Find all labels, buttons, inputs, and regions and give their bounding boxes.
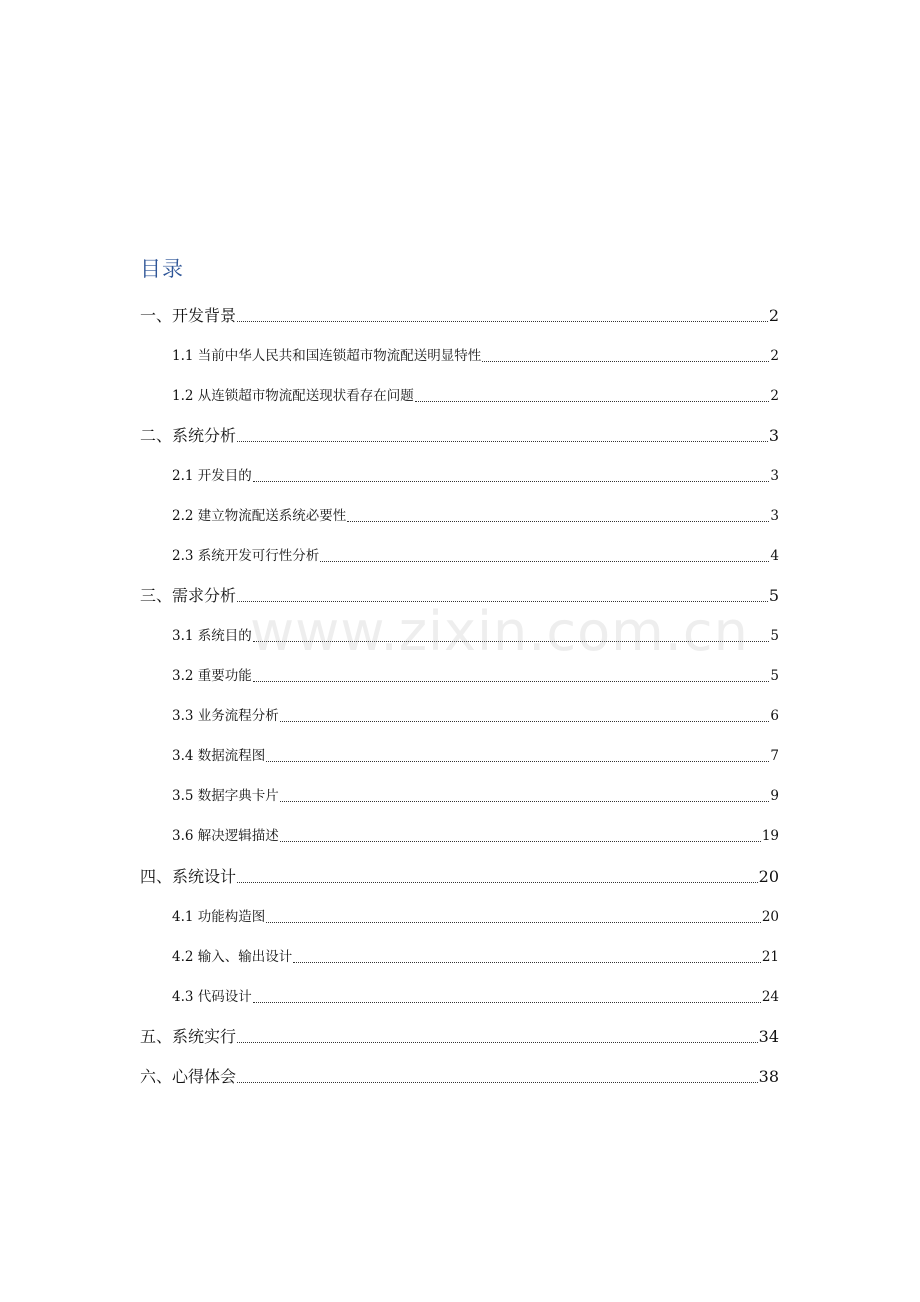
toc-entry-chapter-2[interactable] [140,423,779,447]
toc-dot-leader [237,440,768,442]
toc-entry-section-4-1[interactable] [172,904,779,928]
toc-dot-leader [237,600,768,602]
toc-dot-leader [253,680,770,682]
toc-page-number: 34 [758,1027,779,1046]
toc-entry-label: 2.2 建立物流配送系统必要性 [172,508,347,524]
toc-entry-label: 4.1 功能构造图 [172,909,266,925]
toc-entry-section-3-5[interactable] [172,783,779,807]
toc-dot-leader [237,1041,758,1043]
toc-entry-chapter-3[interactable] [140,583,779,607]
toc-page-number: 6 [770,708,779,724]
toc-entry-section-2-3[interactable] [172,543,779,567]
toc-entry-chapter-4[interactable] [140,864,779,888]
toc-dot-leader [280,720,770,722]
toc-entry-label: 3.1 系统目的 [172,628,252,644]
toc-entry-section-3-6[interactable] [172,823,779,847]
toc-entry-section-3-4[interactable] [172,743,779,767]
toc-dot-leader [482,360,769,362]
toc-entry-label: 三、需求分析 [140,586,237,605]
toc-entry-chapter-5[interactable] [140,1024,779,1048]
toc-dot-leader [253,640,770,642]
toc-dot-leader [237,1081,758,1083]
toc-entry-label: 六、心得体会 [140,1067,237,1086]
toc-page-number: 38 [758,1067,779,1086]
toc-page-number: 2 [770,388,779,404]
toc-dot-leader [293,961,761,963]
toc-dot-leader [280,800,770,802]
toc-entry-section-3-2[interactable] [172,663,779,687]
toc-entry-label: 3.4 数据流程图 [172,748,266,764]
watermark: www.zixin.com.cn [250,600,749,663]
toc-entry-label: 四、系统设计 [140,867,237,886]
toc-page-number: 7 [770,748,779,764]
toc-dot-leader [266,760,769,762]
toc-page-number: 19 [761,828,779,844]
toc-page-number: 4 [770,548,779,564]
toc-page-number: 2 [768,306,779,325]
toc-dot-leader [280,840,761,842]
toc-page-number: 3 [768,426,779,445]
toc-dot-leader [320,560,769,562]
toc-entry-label: 1.1 当前中华人民共和国连锁超市物流配送明显特性 [172,348,482,364]
toc-page-number: 20 [761,909,779,925]
toc-entry-label: 3.2 重要功能 [172,668,252,684]
toc-page-number: 3 [770,508,779,524]
toc-entry-label: 4.2 输入、输出设计 [172,949,293,965]
toc-entry-label: 3.3 业务流程分析 [172,708,279,724]
toc-page-number: 20 [758,867,779,886]
toc-dot-leader [253,480,770,482]
toc-entry-label: 1.2 从连锁超市物流配送现状看存在问题 [172,388,414,404]
toc-entry-section-1-2[interactable] [172,383,779,407]
toc-title: 目录 [140,257,184,281]
toc-entry-section-3-1[interactable] [172,623,779,647]
toc-page-number: 3 [770,468,779,484]
toc-entry-label: 2.1 开发目的 [172,468,252,484]
toc-page-number: 9 [770,788,779,804]
toc-entry-chapter-1[interactable] [140,303,779,327]
toc-entry-label: 五、系统实行 [140,1027,237,1046]
toc-page-number: 21 [761,949,779,965]
toc-entry-label: 4.3 代码设计 [172,989,252,1005]
toc-dot-leader [237,320,768,322]
toc-entry-label: 3.6 解决逻辑描述 [172,828,279,844]
toc-page-number: 5 [770,628,779,644]
toc-page-number: 5 [770,668,779,684]
toc-dot-leader [347,520,769,522]
toc-page-number: 5 [768,586,779,605]
toc-dot-leader [415,400,770,402]
toc-dot-leader [237,881,758,883]
toc-entry-chapter-6[interactable] [140,1064,779,1088]
toc-entry-label: 二、系统分析 [140,426,237,445]
toc-entry-section-2-2[interactable] [172,503,779,527]
toc-page-number: 24 [761,989,779,1005]
toc-dot-leader [266,921,761,923]
toc-entry-label: 一、开发背景 [140,306,237,325]
toc-entry-label: 3.5 数据字典卡片 [172,788,279,804]
toc-entry-section-1-1[interactable] [172,343,779,367]
toc-entry-section-4-2[interactable] [172,944,779,968]
toc-dot-leader [253,1001,761,1003]
toc-entry-section-3-3[interactable] [172,703,779,727]
toc-entry-section-2-1[interactable] [172,463,779,487]
toc-entry-label: 2.3 系统开发可行性分析 [172,548,320,564]
toc-page-number: 2 [770,348,779,364]
toc-entry-section-4-3[interactable] [172,984,779,1008]
